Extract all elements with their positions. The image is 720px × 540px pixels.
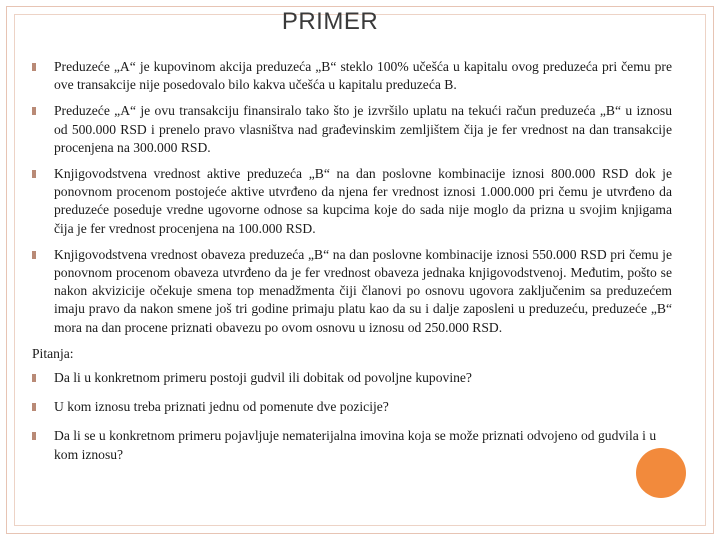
bullet-text: Preduzeće „A“ je kupovinom akcija preduzeća „B“ steklo 100% učešća u kapitalu ovog preduzeća pri čemu pre ove transakcije nije posedovalo bilo kakva učešća u kapitalu preduzeća B. bbox=[54, 59, 672, 93]
question-item bbox=[32, 398, 672, 416]
decorative-circle bbox=[636, 448, 686, 498]
questions-list bbox=[32, 369, 672, 464]
bullet-item bbox=[32, 165, 672, 238]
square-bullet-icon bbox=[32, 107, 36, 115]
bullet-item bbox=[32, 58, 672, 94]
question-text: Da li u konkretnom primeru postoji gudvil ili dobitak od povoljne kupovine? bbox=[54, 370, 472, 386]
square-bullet-icon bbox=[32, 170, 36, 178]
bullet-list bbox=[32, 58, 672, 337]
question-text: Da li se u konkretnom primeru pojavljuje nematerijalna imovina koja se može priznati odvojeno od gudvila i u kom iznosu? bbox=[54, 428, 657, 462]
bullet-text: Knjigovodstvena vrednost aktive preduzeća „B“ na dan poslovne kombinacije iznosi 800.000 RSD dok je ponovnom procenom postojeće aktive utvrđeno da njena fer vrednost iznosi 1.000.000 pri čemu je utvrđeno da preduzeće poseduje vredne ugovorne odnose sa kupcima koje do sada nije moglo da prizna u svojim knjigama čija je fer vrednost procenjena na 100.000 RSD. bbox=[54, 166, 672, 236]
square-bullet-icon bbox=[32, 403, 36, 411]
square-bullet-icon bbox=[32, 251, 36, 259]
question-item bbox=[32, 369, 672, 387]
square-bullet-icon bbox=[32, 374, 36, 382]
question-item bbox=[32, 427, 672, 463]
slide-title: PRIMER bbox=[281, 8, 379, 35]
questions-label: Pitanja: bbox=[32, 345, 74, 361]
square-bullet-icon bbox=[32, 63, 36, 71]
bullet-item bbox=[32, 102, 672, 157]
square-bullet-icon bbox=[32, 432, 36, 440]
bullet-text: Knjigovodstvena vrednost obaveza preduzeća „B“ na dan poslovne kombinacije iznosi 550.000 RSD pri čemu je ponovnom procenom obaveza utvrđeno da je fer vrednost obaveza jednaka knjigovodstvenoj. Međutim, pošto se nakon akvizicije očekuje smena top menadžmenta čiji članovi po osnovu ugovora zaključenim sa preduzećem imaju pravo da nakon smene još tri godine primaju platu kao da su i dalje zaposleni u preduzeću, preduzeće „B“ mora na dan procene priznati obavezu po ovom osnovu u iznosu od 250.000 RSD. bbox=[54, 246, 672, 335]
bullet-item bbox=[32, 246, 672, 337]
slide-content bbox=[32, 58, 672, 475]
question-text: U kom iznosu treba priznati jednu od pomenute dve pozicije? bbox=[54, 399, 389, 415]
bullet-text: Preduzeće „A“ je ovu transakciju finansiralo tako što je izvršilo uplatu na tekući račun preduzeća „B“ u iznosu od 500.000 RSD i prenelo pravo vlasništva nad građevinskim zemljištem čija je fer vrednost na dan transakcije procenjena na 300.000 RSD. bbox=[54, 103, 672, 155]
